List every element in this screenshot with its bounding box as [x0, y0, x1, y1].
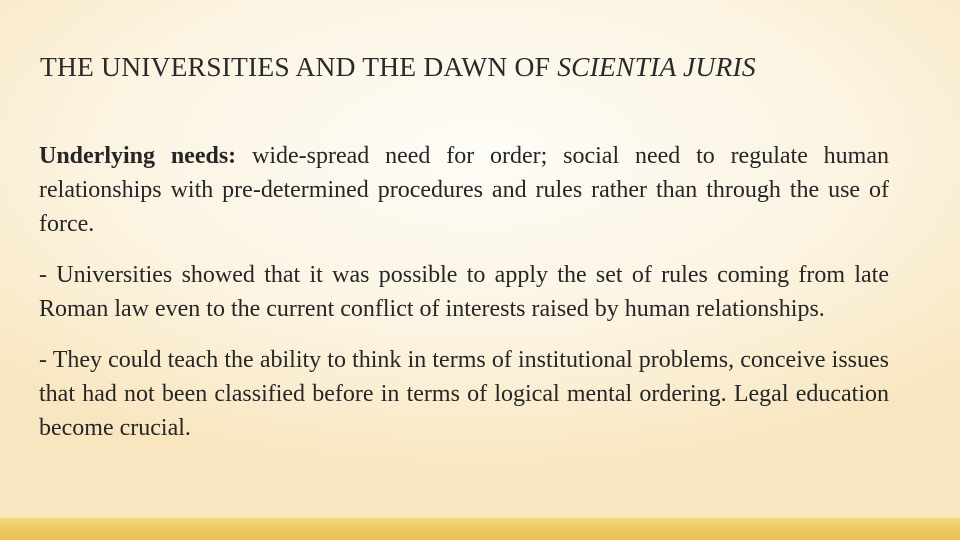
paragraph-universities: - Universities showed that it was possible to apply the set of rules coming from late Roman law even to the current conflict of interests raised by human relationships.	[39, 262, 889, 322]
title-plain: THE UNIVERSITIES AND THE DAWN OF	[40, 51, 558, 82]
paragraph-underlying-needs	[39, 139, 889, 241]
paragraph-lead: Underlying needs:	[39, 143, 237, 169]
title-italic: SCIENTIA JURIS	[557, 51, 756, 82]
slide-title	[40, 50, 930, 84]
slide-body	[39, 139, 889, 462]
decorative-bottom-bar	[0, 514, 960, 540]
paragraph-teaching: - They could teach the ability to think in terms of institutional problems, conceive issues that had not been classified before in terms of logical mental ordering. Legal education become crucial.	[39, 347, 889, 441]
paragraph-text: wide-spread need for order; social need to regulate human relationships with pre-determined procedures and rules rather than through the use of force.	[39, 143, 889, 237]
